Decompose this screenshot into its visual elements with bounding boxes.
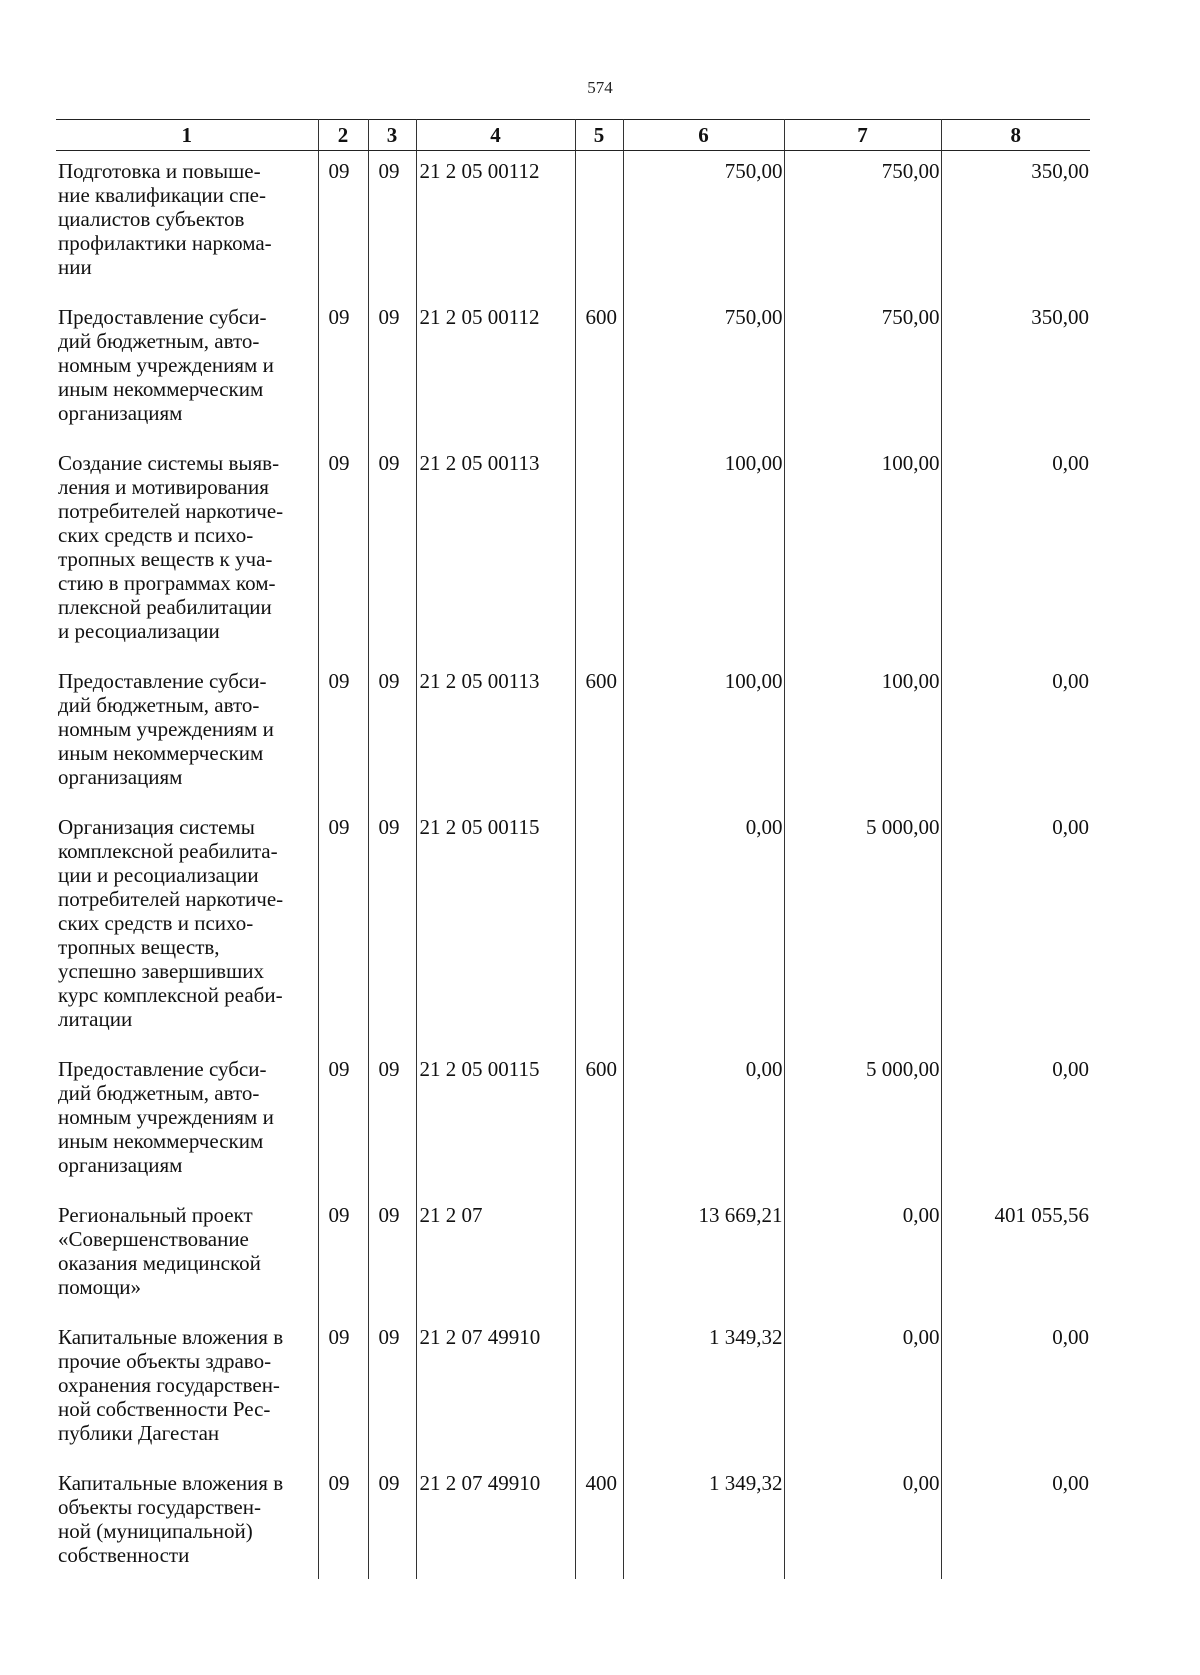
subsection-code: 09 (368, 297, 416, 443)
amount-col-7: 750,00 (784, 297, 941, 443)
target-article-code: 21 2 05 00112 (416, 297, 575, 443)
item-name: Капитальные вложения в прочие объекты здраво- охранения государствен- ной собственности Рес- публики Дагестан (56, 1317, 318, 1463)
expense-type-code: 600 (575, 297, 623, 443)
amount-col-8: 0,00 (941, 1317, 1090, 1463)
target-article-code: 21 2 07 49910 (416, 1317, 575, 1463)
table-row (56, 661, 1090, 807)
subsection-code: 09 (368, 1463, 416, 1579)
table-row (56, 1195, 1090, 1317)
table-row (56, 297, 1090, 443)
section-code: 09 (318, 443, 368, 661)
amount-col-7: 100,00 (784, 661, 941, 807)
table-row (56, 443, 1090, 661)
header-row (56, 120, 1090, 151)
table-row (56, 1463, 1090, 1579)
amount-col-6: 100,00 (623, 443, 784, 661)
amount-col-8: 350,00 (941, 297, 1090, 443)
section-code: 09 (318, 807, 368, 1049)
subsection-code: 09 (368, 1195, 416, 1317)
amount-col-6: 0,00 (623, 807, 784, 1049)
item-name: Организация системы комплексной реабилита- ции и ресоциализации потребителей наркотиче- ских средств и психо- тропных веществ, успешно завершивших курс комплексной реаби- литации (56, 807, 318, 1049)
table-body (56, 151, 1090, 1580)
item-name: Подготовка и повыше- ние квалификации спе- циалистов субъектов профилактики наркома- нии (56, 151, 318, 298)
header-col-5: 5 (575, 120, 623, 151)
table-row (56, 1317, 1090, 1463)
header-col-4: 4 (416, 120, 575, 151)
section-code: 09 (318, 1463, 368, 1579)
subsection-code: 09 (368, 443, 416, 661)
section-code: 09 (318, 661, 368, 807)
table-row (56, 1049, 1090, 1195)
target-article-code: 21 2 07 (416, 1195, 575, 1317)
item-name: Предоставление субси- дий бюджетным, авто- номным учреждениям и иным некоммерческим организациям (56, 1049, 318, 1195)
item-name: Создание системы выяв- ления и мотивирования потребителей наркотиче- ских средств и психо- тропных веществ к уча- стию в программах ком- плексной реабилитации и ресоциализации (56, 443, 318, 661)
amount-col-8: 401 055,56 (941, 1195, 1090, 1317)
amount-col-8: 350,00 (941, 151, 1090, 298)
target-article-code: 21 2 05 00113 (416, 661, 575, 807)
item-name: Предоставление субси- дий бюджетным, авто- номным учреждениям и иным некоммерческим организациям (56, 661, 318, 807)
amount-col-6: 100,00 (623, 661, 784, 807)
budget-table (56, 119, 1090, 1579)
section-code: 09 (318, 1049, 368, 1195)
expense-type-code (575, 1317, 623, 1463)
amount-col-7: 100,00 (784, 443, 941, 661)
subsection-code: 09 (368, 151, 416, 298)
amount-col-6: 13 669,21 (623, 1195, 784, 1317)
amount-col-8: 0,00 (941, 661, 1090, 807)
table-header (56, 120, 1090, 151)
expense-type-code (575, 807, 623, 1049)
table-row (56, 151, 1090, 298)
item-name: Региональный проект «Совершенствование оказания медицинской помощи» (56, 1195, 318, 1317)
amount-col-8: 0,00 (941, 807, 1090, 1049)
target-article-code: 21 2 05 00115 (416, 807, 575, 1049)
amount-col-6: 750,00 (623, 297, 784, 443)
header-col-1: 1 (56, 120, 318, 151)
page-number: 574 (587, 78, 613, 97)
section-code: 09 (318, 297, 368, 443)
amount-col-7: 750,00 (784, 151, 941, 298)
expense-type-code: 600 (575, 661, 623, 807)
table-row (56, 807, 1090, 1049)
header-col-3: 3 (368, 120, 416, 151)
expense-type-code (575, 151, 623, 298)
amount-col-6: 1 349,32 (623, 1463, 784, 1579)
expense-type-code (575, 443, 623, 661)
subsection-code: 09 (368, 1317, 416, 1463)
amount-col-8: 0,00 (941, 443, 1090, 661)
amount-col-8: 0,00 (941, 1463, 1090, 1579)
item-name: Капитальные вложения в объекты государствен- ной (муниципальной) собственности (56, 1463, 318, 1579)
target-article-code: 21 2 05 00112 (416, 151, 575, 298)
amount-col-6: 1 349,32 (623, 1317, 784, 1463)
expense-type-code (575, 1195, 623, 1317)
item-name: Предоставление субси- дий бюджетным, авто- номным учреждениям и иным некоммерческим организациям (56, 297, 318, 443)
amount-col-7: 0,00 (784, 1317, 941, 1463)
subsection-code: 09 (368, 1049, 416, 1195)
expense-type-code: 600 (575, 1049, 623, 1195)
amount-col-6: 0,00 (623, 1049, 784, 1195)
amount-col-7: 5 000,00 (784, 1049, 941, 1195)
amount-col-7: 5 000,00 (784, 807, 941, 1049)
target-article-code: 21 2 05 00115 (416, 1049, 575, 1195)
header-col-7: 7 (784, 120, 941, 151)
amount-col-6: 750,00 (623, 151, 784, 298)
header-col-6: 6 (623, 120, 784, 151)
header-col-8: 8 (941, 120, 1090, 151)
amount-col-7: 0,00 (784, 1195, 941, 1317)
amount-col-7: 0,00 (784, 1463, 941, 1579)
header-col-2: 2 (318, 120, 368, 151)
subsection-code: 09 (368, 661, 416, 807)
amount-col-8: 0,00 (941, 1049, 1090, 1195)
target-article-code: 21 2 05 00113 (416, 443, 575, 661)
target-article-code: 21 2 07 49910 (416, 1463, 575, 1579)
section-code: 09 (318, 1317, 368, 1463)
section-code: 09 (318, 151, 368, 298)
section-code: 09 (318, 1195, 368, 1317)
expense-type-code: 400 (575, 1463, 623, 1579)
subsection-code: 09 (368, 807, 416, 1049)
